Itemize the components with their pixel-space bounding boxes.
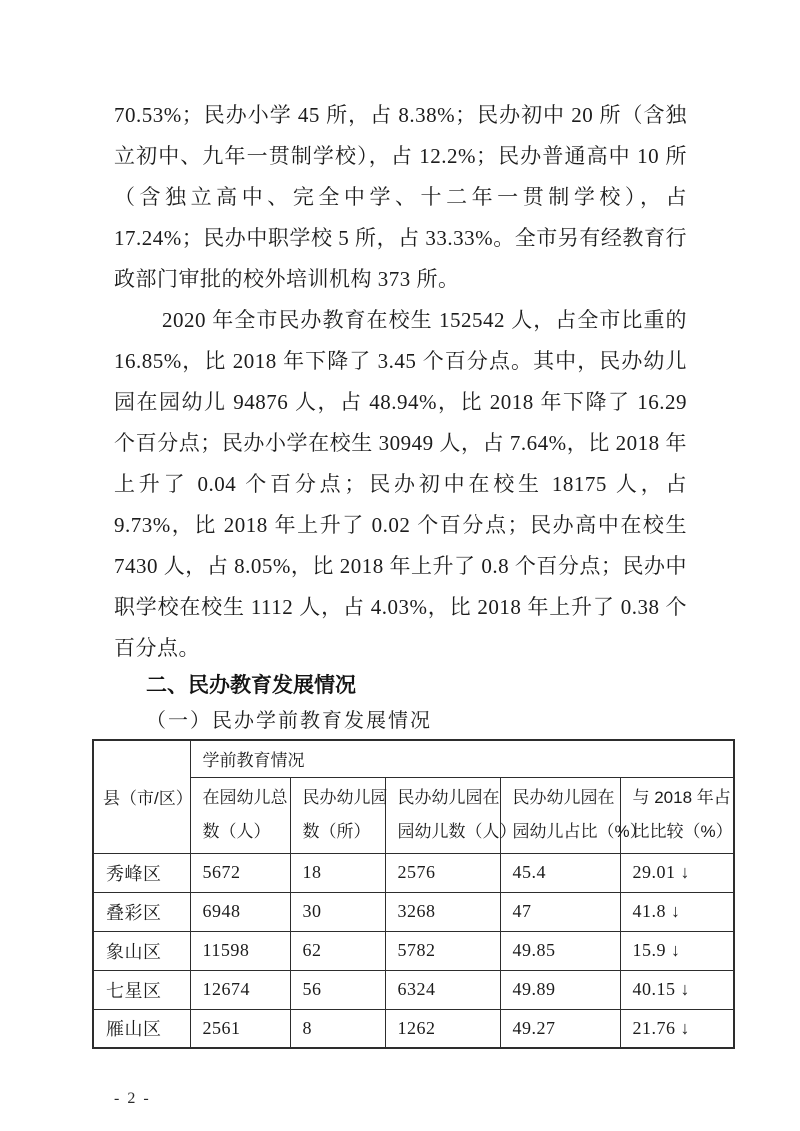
- cell-vs-2018: 29.01 ↓: [620, 853, 734, 892]
- cell-private-children: 3268: [385, 892, 500, 931]
- header-line: 民办幼儿园在: [397, 788, 500, 807]
- cell-kindergarten-count: 56: [290, 970, 385, 1009]
- cell-vs-2018: 21.76 ↓: [620, 1009, 734, 1048]
- cell-total-children: 6948: [190, 892, 290, 931]
- header-vs-2018: [620, 777, 734, 853]
- header-line: 在园幼儿总: [202, 788, 288, 807]
- header-line: 民办幼儿园在: [512, 788, 615, 807]
- table-row: [93, 931, 734, 970]
- header-private-kindergarten-count: [290, 777, 388, 853]
- table-row: [93, 853, 734, 892]
- header-private-children-count: [385, 777, 517, 853]
- cell-private-share: 49.89: [500, 970, 620, 1009]
- table-row: [93, 892, 734, 931]
- cell-region: 秀峰区: [93, 853, 190, 892]
- page-number: - 2 -: [114, 1090, 151, 1107]
- table-row: [93, 1009, 734, 1048]
- cell-region: 叠彩区: [93, 892, 190, 931]
- cell-private-children: 5782: [385, 931, 500, 970]
- cell-total-children: 12674: [190, 970, 290, 1009]
- subsection-heading: （一）民办学前教育发展情况: [146, 710, 432, 732]
- header-line: 数（人）: [202, 822, 271, 841]
- cell-vs-2018: 15.9 ↓: [620, 931, 734, 970]
- cell-kindergarten-count: 30: [290, 892, 385, 931]
- header-total-children: [190, 777, 290, 853]
- header-line: 园幼儿数（人）: [397, 822, 517, 841]
- cell-region: 七星区: [93, 970, 190, 1009]
- cell-vs-2018: 41.8 ↓: [620, 892, 734, 931]
- cell-private-share: 49.27: [500, 1009, 620, 1048]
- header-line: 比比较（%）: [632, 822, 733, 841]
- header-region: 县（市/区）: [93, 740, 190, 853]
- header-line: 数（所）: [302, 822, 371, 841]
- cell-private-children: 2576: [385, 853, 500, 892]
- cell-total-children: 11598: [190, 931, 290, 970]
- cell-private-share: 47: [500, 892, 620, 931]
- cell-private-share: 49.85: [500, 931, 620, 970]
- header-private-children-share: [500, 777, 647, 853]
- cell-kindergarten-count: 18: [290, 853, 385, 892]
- cell-vs-2018: 40.15 ↓: [620, 970, 734, 1009]
- header-preschool-group: 学前教育情况: [190, 740, 734, 777]
- cell-private-share: 45.4: [500, 853, 620, 892]
- table-header-group-row: [93, 740, 734, 777]
- header-line: 园幼儿占比（%）: [512, 822, 647, 841]
- header-line: 民办幼儿园: [302, 788, 388, 807]
- header-line: 与 2018 年占: [632, 788, 731, 807]
- section-heading: 二、民办教育发展情况: [146, 674, 356, 697]
- cell-private-children: 1262: [385, 1009, 500, 1048]
- cell-total-children: 5672: [190, 853, 290, 892]
- table-row: [93, 970, 734, 1009]
- paragraph-private-schools-stats: 70.53%；民办小学 45 所，占 8.38%；民办初中 20 所（含独立初中、九年一贯制学校），占 12.2%；民办普通高中 10 所（含独立高中、完全中学、十二年一贯制学校），占 17.24%；民办中职学校 5 所，占 33.33%。全市另有经教育行政部门审批的校外培训机构 373 所。: [114, 103, 687, 291]
- cell-total-children: 2561: [190, 1009, 290, 1048]
- cell-private-children: 6324: [385, 970, 500, 1009]
- cell-kindergarten-count: 62: [290, 931, 385, 970]
- cell-region: 雁山区: [93, 1009, 190, 1048]
- preschool-education-table: [92, 739, 735, 1049]
- paragraph-enrollment-stats: 2020 年全市民办教育在校生 152542 人，占全市比重的 16.85%，比 2018 年下降了 3.45 个百分点。其中，民办幼儿园在园幼儿 94876 人，占 48.94%，比 2018 年下降了 16.29 个百分点；民办小学在校生 30949 人，占 7.64%，比 2018 年上升了 0.04 个百分点；民办初中在校生 18175 人，占 9.73%，比 2018 年上升了 0.02 个百分点；民办高中在校生 7430 人，占 8.05%，比 2018 年上升了 0.8 个百分点；民办中职学校在校生 1112 人，占 4.03%，比 2018 年上升了 0.38 个百分点。: [114, 308, 687, 660]
- cell-kindergarten-count: 8: [290, 1009, 385, 1048]
- cell-region: 象山区: [93, 931, 190, 970]
